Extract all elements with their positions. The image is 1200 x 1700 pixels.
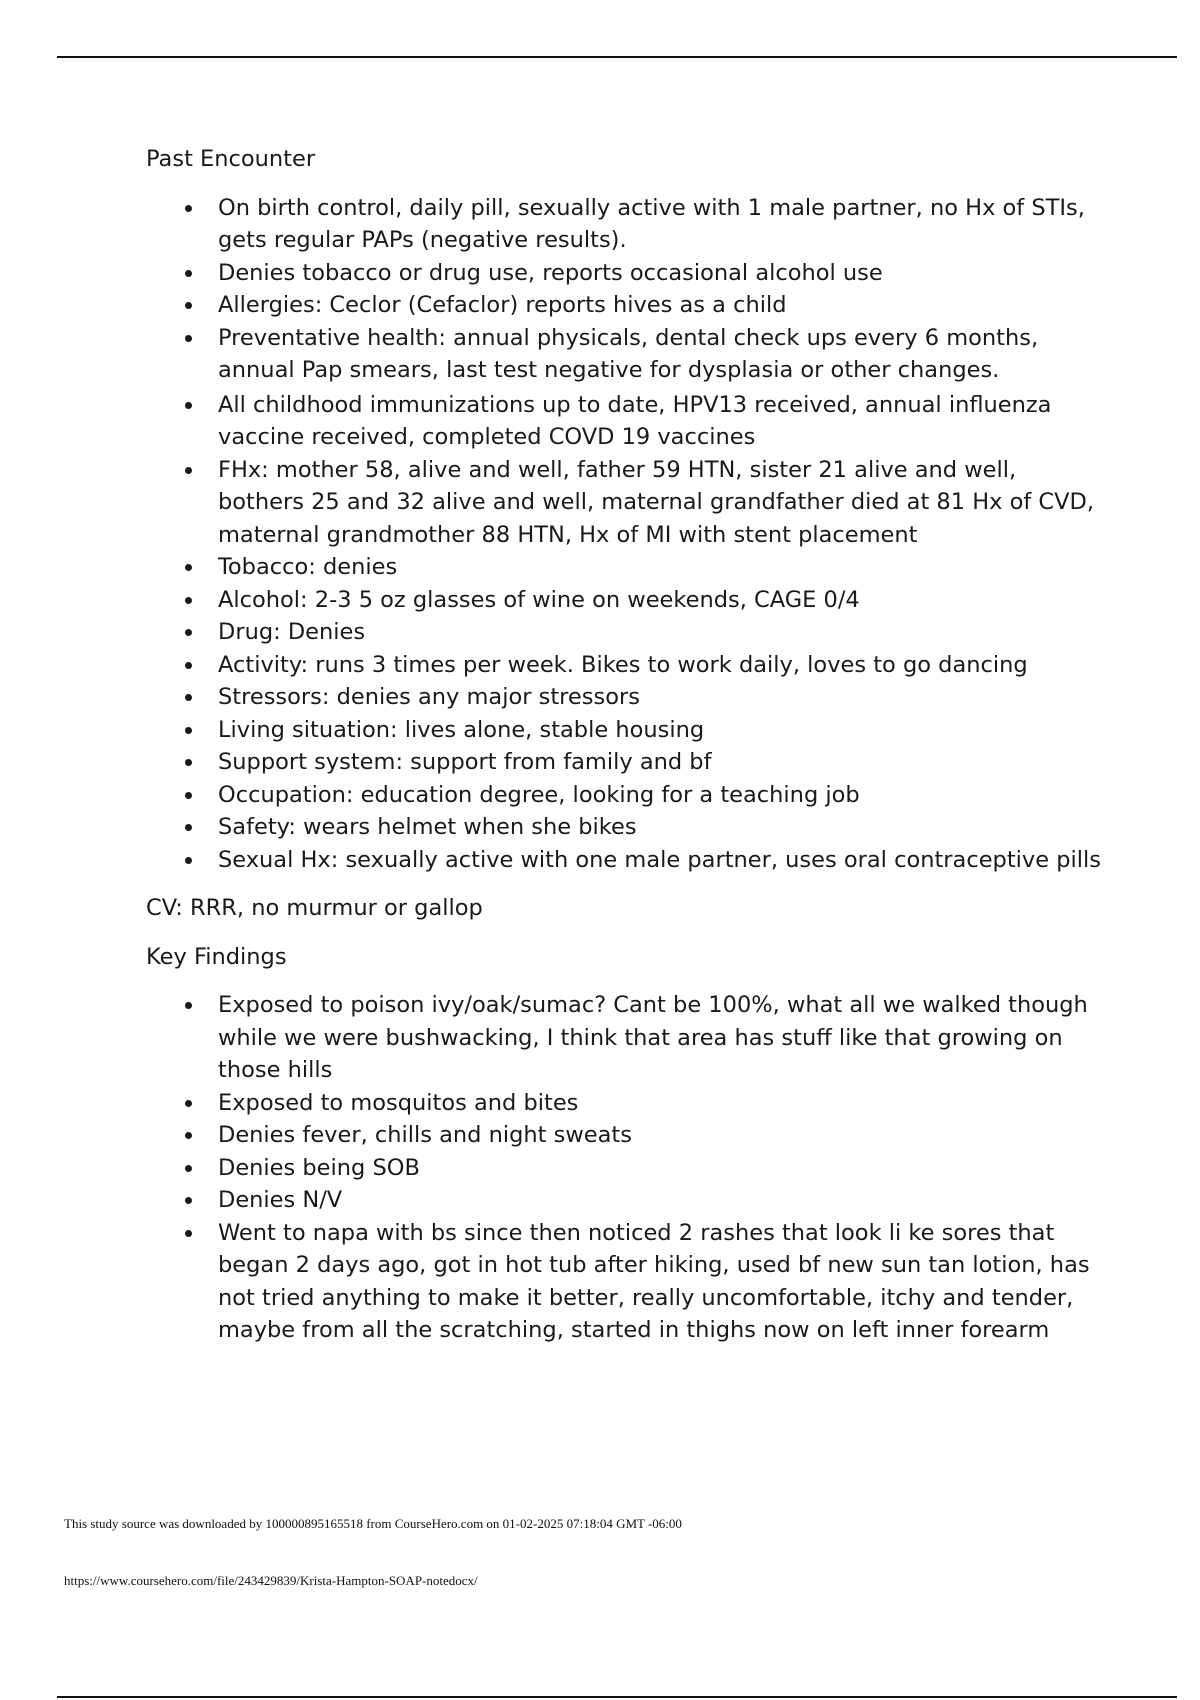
list-item: Living situation: lives alone, stable housing — [146, 714, 1106, 747]
list-item: Denies being SOB — [146, 1152, 1106, 1185]
section-title-past-encounter: Past Encounter — [146, 146, 316, 172]
list-item: Stressors: denies any major stressors — [146, 681, 1106, 714]
past-encounter-list — [146, 192, 1106, 877]
list-item: Drug: Denies — [146, 616, 1106, 649]
cv-finding: CV: RRR, no murmur or gallop — [146, 895, 483, 921]
key-findings-list — [146, 989, 1106, 1347]
top-rule — [57, 56, 1177, 58]
list-item: Went to napa with bs since then noticed 2 rashes that look li ke sores that began 2 days ago, got in hot tub after hiking, used bf new sun tan lotion, has not tried anything to make it better, really uncomfortable, itchy and tender, maybe from all the scratching, started in thighs now on left inner forearm — [146, 1217, 1106, 1347]
list-item: Occupation: education degree, looking for a teaching job — [146, 779, 1106, 812]
list-item: Safety: wears helmet when she bikes — [146, 811, 1106, 844]
list-item: Exposed to poison ivy/oak/sumac? Cant be 100%, what all we walked though while we were bushwacking, I think that area has stuff like that growing on those hills — [146, 989, 1106, 1087]
list-item: Denies fever, chills and night sweats — [146, 1119, 1106, 1152]
list-item: On birth control, daily pill, sexually active with 1 male partner, no Hx of STIs, gets regular PAPs (negative results). — [146, 192, 1106, 257]
list-item: Tobacco: denies — [146, 551, 1106, 584]
list-item: Support system: support from family and bf — [146, 746, 1106, 779]
source-url[interactable]: https://www.coursehero.com/file/243429839/Krista-Hampton-SOAP-notedocx/ — [64, 1573, 478, 1588]
list-item: Activity: runs 3 times per week. Bikes to work daily, loves to go dancing — [146, 649, 1106, 682]
list-item: Exposed to mosquitos and bites — [146, 1087, 1106, 1120]
bottom-rule — [57, 1696, 1177, 1698]
list-item: Denies N/V — [146, 1184, 1106, 1217]
list-item: Denies tobacco or drug use, reports occasional alcohol use — [146, 257, 1106, 290]
list-item: Preventative health: annual physicals, dental check ups every 6 months, annual Pap smears, last test negative for dysplasia or other changes. — [146, 322, 1106, 387]
download-notice: This study source was downloaded by 100000895165518 from CourseHero.com on 01-02-2025 07:18:04 GMT -06:00 — [64, 1516, 682, 1531]
list-item: Sexual Hx: sexually active with one male partner, uses oral contraceptive pills — [146, 844, 1106, 877]
document-body — [146, 143, 1106, 1363]
list-item: Alcohol: 2-3 5 oz glasses of wine on weekends, CAGE 0/4 — [146, 584, 1106, 617]
list-item: Allergies: Ceclor (Cefaclor) reports hives as a child — [146, 289, 1106, 322]
list-item: FHx: mother 58, alive and well, father 59 HTN, sister 21 alive and well, bothers 25 and 32 alive and well, maternal grandfather died at 81 Hx of CVD, maternal grandmother 88 HTN, Hx of MI with stent placement — [146, 454, 1106, 552]
section-title-key-findings: Key Findings — [146, 943, 287, 970]
list-item: All childhood immunizations up to date, HPV13 received, annual influenza vaccine received, completed COVD 19 vaccines — [146, 389, 1106, 454]
